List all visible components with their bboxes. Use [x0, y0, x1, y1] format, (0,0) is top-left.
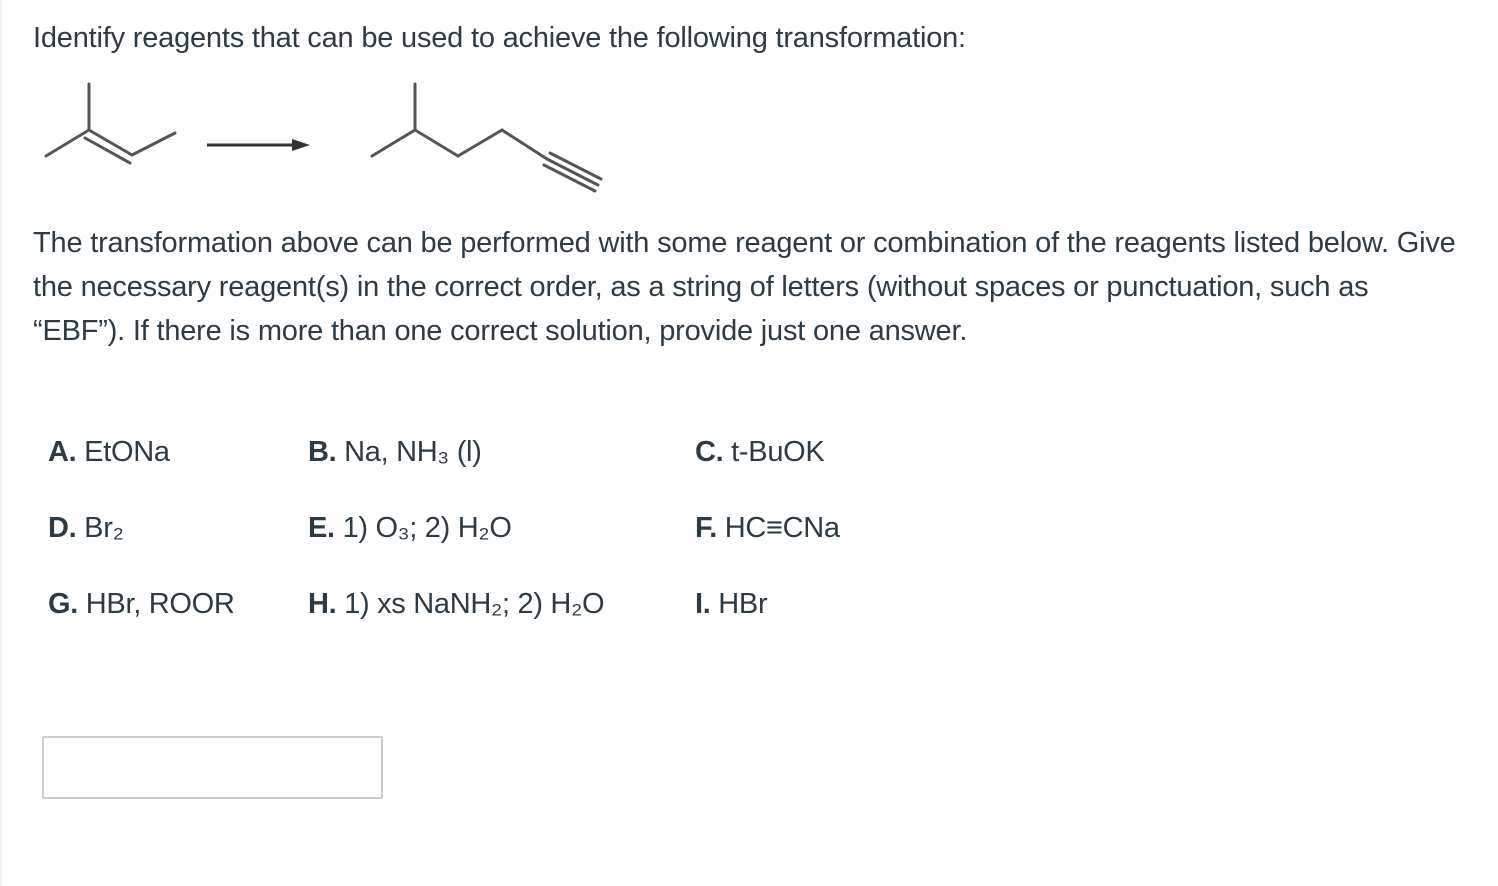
question-prompt: Identify reagents that can be used to achieve the following transformation: [33, 22, 966, 54]
reagent-name: t-BuOK [723, 436, 825, 468]
reagent-option-c [695, 436, 824, 469]
reagent-option-i [695, 588, 767, 621]
reagent-option-d [48, 512, 124, 545]
reagent-option-h [308, 588, 604, 621]
reagent-letter: C. [695, 436, 724, 468]
reagent-option-a [48, 436, 170, 469]
reagent-letter: I. [695, 588, 711, 620]
page-left-border [0, 0, 2, 886]
reagent-name: HC≡CNa [716, 512, 840, 544]
reagent-letter: F. [695, 512, 717, 544]
reagent-letter: H. [308, 588, 337, 620]
reagent-name: 1) xs NaNH₂; 2) H₂O [336, 588, 605, 620]
reaction-arrow [207, 139, 310, 151]
reagent-option-f [695, 512, 840, 545]
reagent-option-g [48, 588, 235, 621]
reagent-name: EtONa [76, 436, 170, 468]
reagent-name: HBr [710, 588, 768, 620]
starting-alkene-structure [46, 84, 175, 163]
reagent-name: 1) O₃; 2) H₂O [334, 512, 512, 544]
reagent-name: Br₂ [76, 512, 124, 544]
reagent-name: HBr, ROOR [78, 588, 235, 620]
reagent-letter: A. [48, 436, 77, 468]
reagent-option-b [308, 436, 482, 469]
product-alkyne-structure [372, 84, 601, 191]
reagent-letter: G. [48, 588, 79, 620]
question-instructions: The transformation above can be performed with some reagent or combination of the reagents listed below. Give the necessary reagent(s) in the correct order, as a string of letters (without spaces or punctuation, such as “EBF”). If there is more than one correct solution, provide just one answer. [33, 227, 1456, 347]
reagent-letter: E. [308, 512, 335, 544]
reagent-letter: B. [308, 436, 337, 468]
reagent-option-e [308, 512, 512, 545]
reagent-letter: D. [48, 512, 77, 544]
reaction-scheme [30, 70, 630, 220]
reagent-name: Na, NH₃ (l) [336, 436, 482, 468]
answer-input[interactable] [42, 736, 383, 799]
